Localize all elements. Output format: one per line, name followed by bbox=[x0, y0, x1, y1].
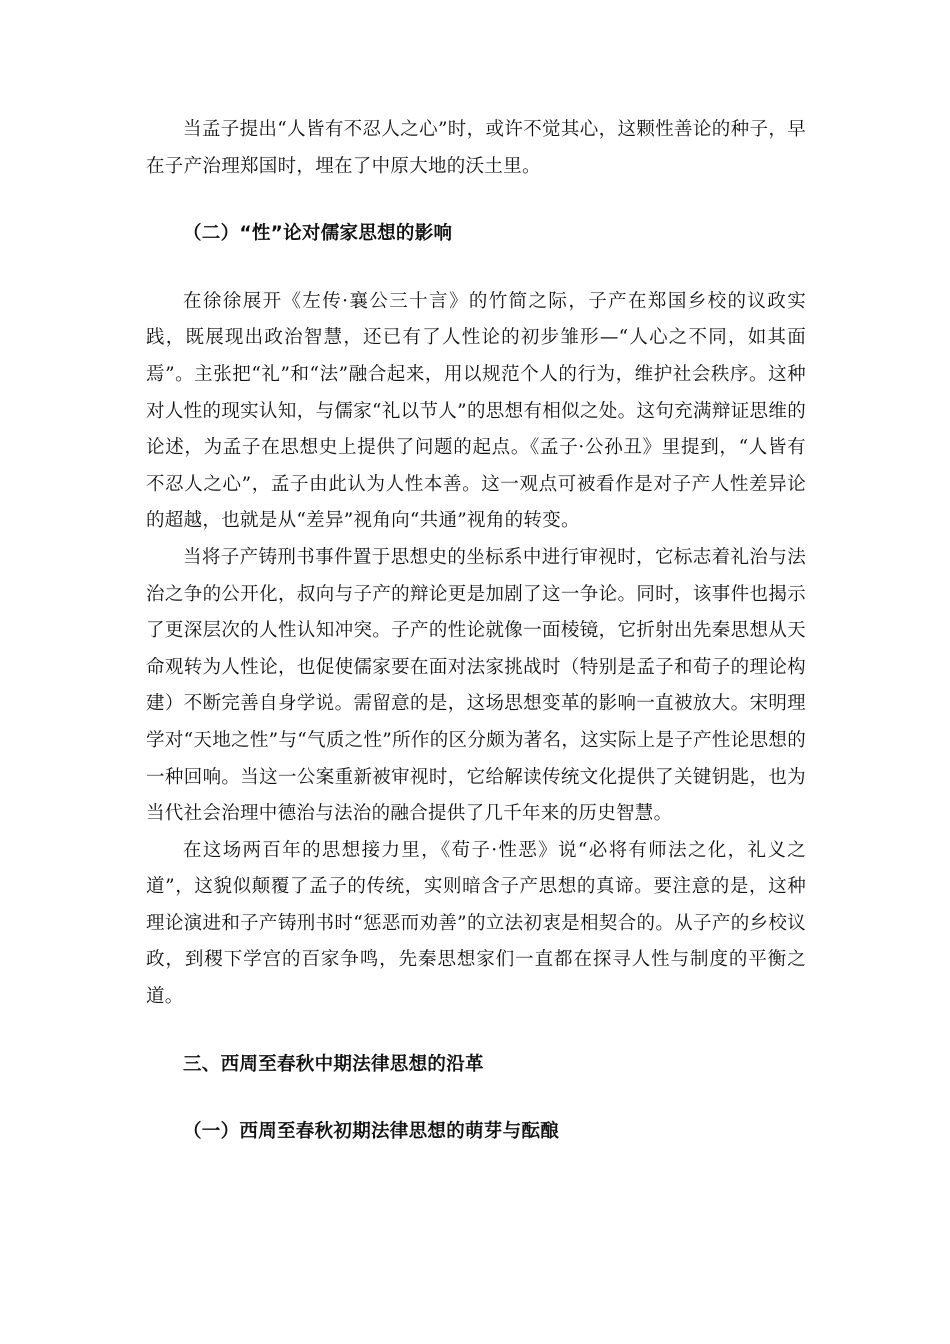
paragraph-mencius-intro: 当孟子提出“人皆有不忍人之心”时，或许不觉其心，这颗性善论的种子，早在子产治理郑国时，埋在了中原大地的沃土里。 bbox=[146, 119, 806, 177]
paragraph-penal-code-casting: 当将子产铸刑书事件置于思想史的坐标系中进行审视时，它标志着礼治与法治之争的公开化，叔向与子产的辩论更是加剧了这一争论。同时，该事件也揭示了更深层次的人性认知冲突。子产的性论就像一面棱镜，它折射出先秦思想从天命观转为人性论，也促使儒家要在面对法家挑战时（特别是孟子和荀子的理论构建）不断完善自身学说。需留意的是，这场思想变革的影响一直被放大。宋明理学对“天地之性”与“气质之性”所作的区分颇为著名，这实际上是子产性论思想的一种回响。当这一公案重新被审视时，它给解读传统文化提供了关键钥匙，也为当代社会治理中德治与法治的融合提供了几千年来的历史智慧。 bbox=[146, 546, 806, 825]
subheading-nature-theory-influence: （二）“性”论对儒家思想的影响 bbox=[183, 223, 453, 245]
section-heading-legal-thought-evolution: 三、西周至春秋中期法律思想的沿革 bbox=[183, 1053, 484, 1075]
paragraph-zichan-village-school: 在徐徐展开《左传·襄公三十言》的竹简之际，子产在郑国乡校的议政实践，既展现出政治智慧，还已有了人性论的初步雏形—“人心之不同，如其面焉”。主张把“礼”和“法”融合起来，用以规范个人的行为，维护社会秩序。这种对人性的现实认知，与儒家“礼以节人”的思想有相似之处。这句充满辩证思维的论述，为孟子在思想史上提供了问题的起点。《孟子·公孙丑》里提到，“人皆有不忍人之心”，孟子由此认为人性本善。这一观点可被看作是对子产人性差异论的超越，也就是从“差异”视角向“共通”视角的转变。 bbox=[146, 290, 806, 532]
paragraph-xunzi-relay: 在这场两百年的思想接力里，《荀子·性恶》说“必将有师法之化，礼义之道”，这貌似颠覆了孟子的传统，实则暗含子产思想的真谛。要注意的是，这种理论演进和子产铸刑书时“惩恶而劝善”的立法初衷是相契合的。从子产的乡校议政，到稷下学宫的百家争鸣，先秦思想家们一直都在探寻人性与制度的平衡之道。 bbox=[146, 839, 806, 1008]
document-body bbox=[146, 112, 806, 1151]
subheading-legal-thought-origins: （一）西周至春秋初期法律思想的萌芽与酝酿 bbox=[183, 1121, 560, 1143]
